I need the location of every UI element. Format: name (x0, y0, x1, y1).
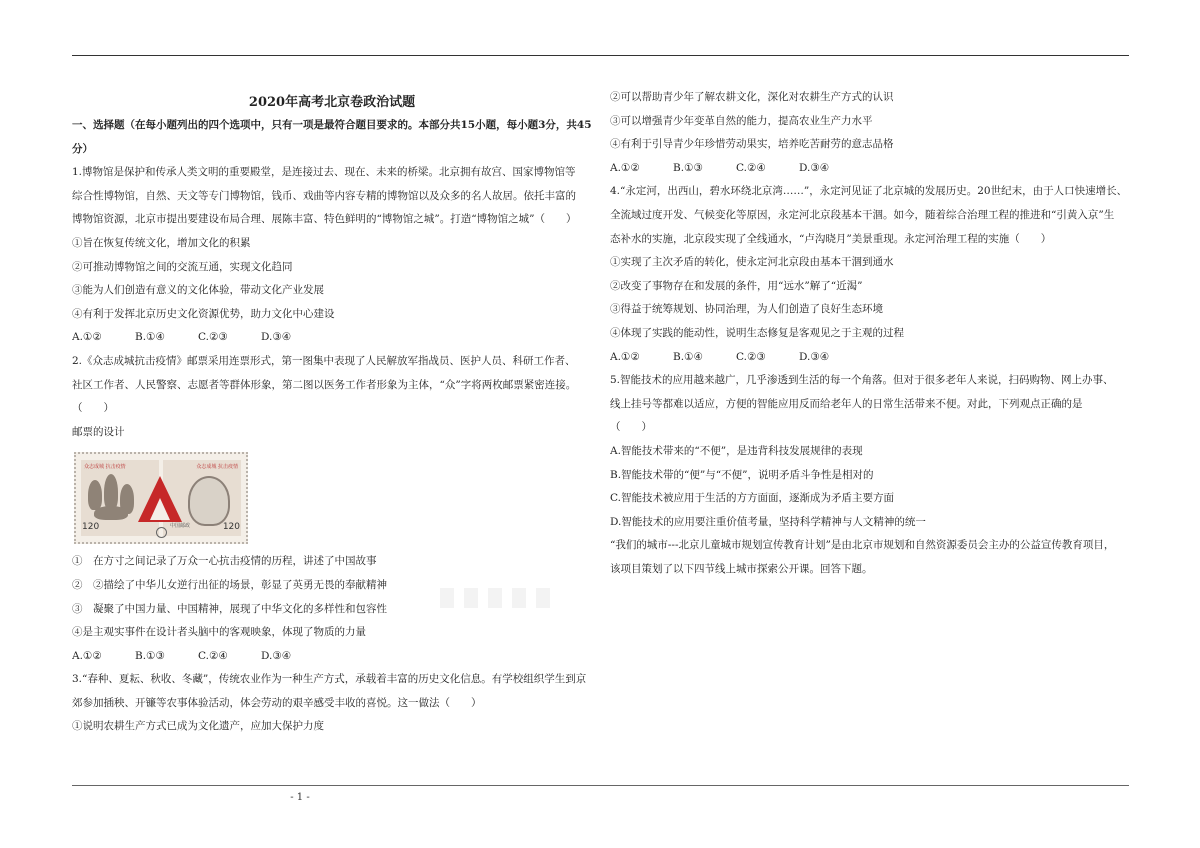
q2-option-a: A.①② (72, 649, 102, 662)
q2-stem-line: （ ） (72, 402, 114, 415)
q1-option-a: A.①② (72, 331, 102, 344)
q3-options (610, 157, 1128, 181)
q5-stem-line: 5.智能技术的应用越来越广，几乎渗透到生活的每一个角落。但对于很多老年人来说，扫码购物、网上办事、 (610, 374, 1114, 387)
q4-option-c: C.②③ (736, 350, 766, 363)
q1-item: ①旨在恢复传统文化，增加文化的积累 (72, 236, 251, 249)
question-5 (610, 369, 1128, 534)
stamp-caption-left: 众志成城 抗击疫情 (84, 464, 126, 471)
q2-item: ② ②描绘了中华儿女逆行出征的场景，彰显了英勇无畏的奉献精神 (72, 578, 387, 591)
q1-option-d: D.③④ (261, 331, 292, 344)
stamp-value-left: 120 (82, 521, 100, 532)
q4-item: ②改变了事物存在和发展的条件，用“远水”解了“近渴” (610, 279, 863, 292)
q2-item: ① 在方寸之间记录了万众一心抗击疫情的历程，讲述了中国故事 (72, 555, 377, 568)
q1-item: ③能为人们创造有意义的文化体验，带动文化产业发展 (72, 284, 324, 297)
q1-option-c: C.②③ (198, 331, 228, 344)
q4-options (610, 346, 1128, 370)
q4-option-a: A.①② (610, 350, 640, 363)
q4-stem-line: 态补水的实施，北京段实现了全线通水，“卢沟晓月”美景重现。永定河治理工程的实施（ ） (610, 232, 1052, 245)
q4-item: ①实现了主次矛盾的转化，使永定河北京段由基本干涸到通水 (610, 256, 894, 269)
q1-stem-line: 博物馆资源，北京市提出要建设布局合理、展陈丰富、特色鲜明的“博物馆之城”。打造“博物馆之城”（ ） (72, 213, 577, 226)
q4-option-b: B.①④ (673, 350, 703, 363)
intro-line: 该项目策划了以下四节线上城市探索公开课。回答下题。 (610, 562, 873, 575)
zhong-character-mark-inner (150, 498, 170, 520)
q2-option-b: B.①③ (135, 649, 165, 662)
q1-stem-line: 1.博物馆是保护和传承人类文明的重要殿堂，是连接过去、现在、未来的桥梁。北京拥有故宫、国家博物馆等 (72, 166, 576, 179)
passage-intro (610, 534, 1128, 581)
q4-option-d: D.③④ (799, 350, 830, 363)
q4-stem-line: 4.“永定河，出西山，碧水环绕北京湾……”，永定河见证了北京城的发展历史。20世纪末，由于人口快速增长、 (610, 185, 1128, 198)
header-rule (72, 55, 1129, 56)
question-4 (610, 180, 1128, 369)
person-figure (88, 480, 102, 510)
q4-item: ③得益于统筹规划、协同治理，为人们创造了良好生态环境 (610, 303, 883, 316)
footer-rule (72, 785, 1129, 786)
q4-item: ④体现了实践的能动性，说明生态修复是客观见之于主观的过程 (610, 326, 904, 339)
exam-title: 2020年高考北京卷政治试题 (248, 95, 416, 110)
q3-item: ③可以增强青少年变革自然的能力，提高农业生产力水平 (610, 114, 873, 127)
q3-item: ④有利于引导青少年珍惜劳动果实，培养吃苦耐劳的意志品格 (610, 138, 894, 151)
section-heading-line-1: 一、选择题（在每小题列出的四个选项中，只有一项是最符合题目要求的。本部分共15小题，每小题3分，共45 (72, 119, 592, 131)
q3-stem-line: 3.“春种、夏耘、秋收、冬藏”，传统农业作为一种生产方式，承载着丰富的历史文化信息。有学校组织学生到京 (72, 673, 587, 686)
q4-stem-line: 全流域过度开发、气候变化等原因，永定河北京段基本干涸。如今，随着综合治理工程的推进和“引黄入京”生 (610, 208, 1115, 221)
right-column (610, 86, 1128, 581)
q2-stem-line: 2.《众志成城抗击疫情》邮票采用连票形式，第一图集中表现了人民解放军指战员、医护人员、科研工作者、 (72, 354, 576, 367)
figure-caption: 邮票的设计 (72, 425, 125, 438)
question-1 (72, 161, 592, 350)
q1-stem-line: 综合性博物馆，自然、天文等专门博物馆，钱币、戏曲等内容专精的博物馆以及众多的名人故居。依托丰富的 (72, 189, 576, 202)
section-heading-line-2: 分） (72, 142, 93, 155)
q2-option-c: C.②④ (198, 649, 228, 662)
q1-option-b: B.①④ (135, 331, 165, 344)
stamp-value-right: 120 (222, 521, 240, 532)
faint-watermark (440, 588, 560, 608)
q5-choice-a: A.智能技术带来的“不便”，是违背科技发展规律的表现 (610, 444, 863, 457)
q5-stem-line: （ ） (610, 421, 652, 434)
stamp-seal-icon (156, 527, 167, 538)
stamp-caption-right: 众志成城 抗击疫情 (196, 464, 238, 471)
q3-option-b: B.①③ (673, 161, 703, 174)
question-2 (72, 350, 592, 668)
q3-item: ②可以帮助青少年了解农耕文化，深化对农耕生产方式的认识 (610, 91, 894, 103)
stamp-image (74, 452, 248, 544)
q3-stem-line: 郊参加插秧、开镰等农事体验活动，体会劳动的艰辛感受丰收的喜悦。这一做法（ ） (72, 696, 482, 709)
left-column (72, 90, 592, 739)
page-number: - 1 - (290, 792, 310, 803)
q1-item: ②可推动博物馆之间的交流互通，实现文化趋同 (72, 260, 293, 273)
q2-options (72, 645, 592, 669)
q2-stem-line: 社区工作者、人民警察、志愿者等群体形象，第二图以医务工作者形象为主体，“众”字将两枚邮票紧密连接。 (72, 378, 577, 391)
q3-option-a: A.①② (610, 161, 640, 174)
q2-item: ④是主观实事件在设计者头脑中的客观映象，体现了物质的力量 (72, 626, 366, 639)
q3-item: ①说明农耕生产方式已成为文化遗产，应加大保护力度 (72, 720, 324, 733)
q3-option-d: D.③④ (799, 161, 830, 174)
stamp-bottom-text: 中国邮政 (170, 522, 191, 529)
q5-stem-line: 线上挂号等都难以适应，方便的智能应用反而给老年人的日常生活带来不便。对此，下列观点正确的是 (610, 397, 1083, 410)
q1-item: ④有利于发挥北京历史文化资源优势，助力文化中心建设 (72, 307, 335, 320)
q5-choice-b: B.智能技术带的“便”与“不便”，说明矛盾斗争性是相对的 (610, 468, 874, 481)
q1-options (72, 326, 592, 350)
q3-option-c: C.②④ (736, 161, 766, 174)
question-3 (72, 668, 592, 739)
intro-line: “我们的城市---北京儿童城市规划宣传教育计划”是由北京市规划和自然资源委员会主办的公益宣传教育项目， (610, 539, 1115, 552)
q2-option-d: D.③④ (261, 649, 292, 662)
q5-choice-d: D.智能技术的应用要注重价值考量，坚持科学精神与人文精神的统一 (610, 515, 926, 528)
q2-item: ③ 凝聚了中国力量、中国精神，展现了中华文化的多样性和包容性 (72, 602, 387, 615)
q5-choice-c: C.智能技术被应用于生活的方方面面，逐渐成为矛盾主要方面 (610, 492, 894, 505)
